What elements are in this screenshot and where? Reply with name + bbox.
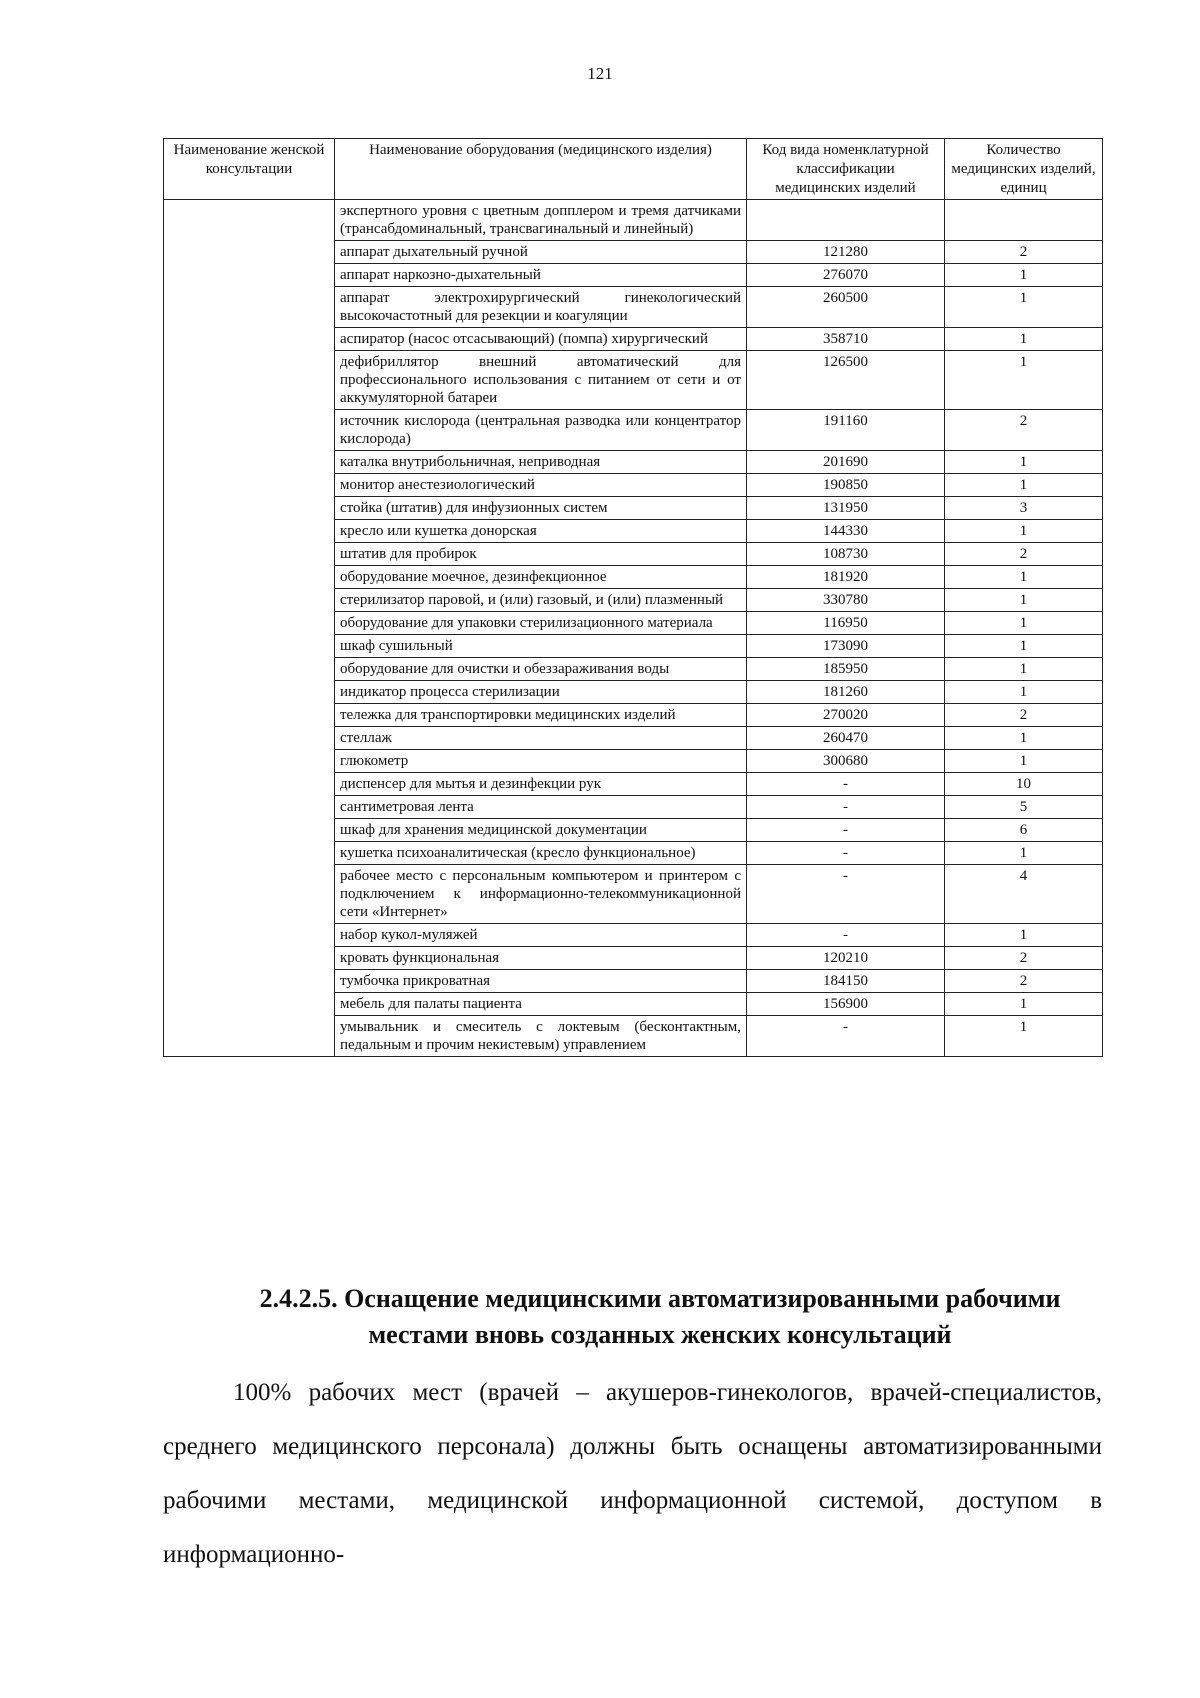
equipment-name-cell: сантиметровая лента — [335, 796, 747, 819]
quantity-cell: 2 — [945, 704, 1103, 727]
consultation-name-cell — [164, 200, 335, 1057]
nomenclature-code-cell: 260500 — [747, 287, 945, 328]
quantity-cell: 1 — [945, 993, 1103, 1016]
quantity-cell: 4 — [945, 865, 1103, 924]
equipment-name-cell: набор кукол-муляжей — [335, 924, 747, 947]
nomenclature-code-cell: - — [747, 796, 945, 819]
equipment-name-cell: глюкометр — [335, 750, 747, 773]
equipment-name-cell: каталка внутрибольничная, неприводная — [335, 451, 747, 474]
equipment-name-cell: диспенсер для мытья и дезинфекции рук — [335, 773, 747, 796]
nomenclature-code-cell: 181920 — [747, 566, 945, 589]
quantity-cell: 1 — [945, 635, 1103, 658]
equipment-name-cell: умывальник и смеситель с локтевым (бесконтактным, педальным и прочим некистевым) управлением — [335, 1016, 747, 1057]
nomenclature-code-cell: 131950 — [747, 497, 945, 520]
nomenclature-code-cell: 270020 — [747, 704, 945, 727]
nomenclature-code-cell: - — [747, 865, 945, 924]
quantity-cell: 1 — [945, 1016, 1103, 1057]
equipment-name-cell: тележка для транспортировки медицинских изделий — [335, 704, 747, 727]
nomenclature-code-cell: - — [747, 773, 945, 796]
nomenclature-code-cell: 120210 — [747, 947, 945, 970]
header-nomenclature-code: Код вида номенклатурной классификации медицинских изделий — [747, 139, 945, 200]
quantity-cell: 1 — [945, 287, 1103, 328]
quantity-cell: 1 — [945, 474, 1103, 497]
paragraph-text: 100% рабочих мест (врачей – акушеров-гинекологов, врачей-специалистов, среднего медицинского персонала) должны быть оснащены автоматизированными рабочими местами, медицинской информационной системой, доступом в информационно- — [163, 1379, 1102, 1568]
page-number: 121 — [587, 64, 613, 83]
nomenclature-code-cell: - — [747, 1016, 945, 1057]
quantity-cell: 1 — [945, 351, 1103, 410]
quantity-cell: 1 — [945, 566, 1103, 589]
nomenclature-code-cell: 116950 — [747, 612, 945, 635]
table-body — [164, 200, 1103, 1057]
equipment-name-cell: стеллаж — [335, 727, 747, 750]
equipment-name-cell: кровать функциональная — [335, 947, 747, 970]
equipment-name-cell: оборудование для очистки и обеззараживания воды — [335, 658, 747, 681]
equipment-name-cell: рабочее место с персональным компьютером и принтером с подключением к информационно-телекоммуникационной сети «Интернет» — [335, 865, 747, 924]
nomenclature-code-cell — [747, 200, 945, 241]
equipment-name-cell: кушетка психоаналитическая (кресло функциональное) — [335, 842, 747, 865]
nomenclature-code-cell: 108730 — [747, 543, 945, 566]
quantity-cell: 1 — [945, 658, 1103, 681]
nomenclature-code-cell: 191160 — [747, 410, 945, 451]
quantity-cell: 5 — [945, 796, 1103, 819]
table-header-row — [164, 139, 1103, 200]
equipment-name-cell: экспертного уровня с цветным допплером и тремя датчиками (трансабдоминальный, трансвагинальный и линейный) — [335, 200, 747, 241]
nomenclature-code-cell: 126500 — [747, 351, 945, 410]
nomenclature-code-cell: 201690 — [747, 451, 945, 474]
quantity-cell: 1 — [945, 924, 1103, 947]
quantity-cell: 1 — [945, 612, 1103, 635]
quantity-cell: 1 — [945, 520, 1103, 543]
nomenclature-code-cell: 260470 — [747, 727, 945, 750]
equipment-name-cell: оборудование для упаковки стерилизационного материала — [335, 612, 747, 635]
nomenclature-code-cell: 121280 — [747, 241, 945, 264]
nomenclature-code-cell: 358710 — [747, 328, 945, 351]
header-consultation-name: Наименование женской консультации — [164, 139, 335, 200]
equipment-name-cell: аппарат дыхательный ручной — [335, 241, 747, 264]
quantity-cell: 1 — [945, 451, 1103, 474]
quantity-cell: 2 — [945, 241, 1103, 264]
quantity-cell: 2 — [945, 410, 1103, 451]
quantity-cell: 1 — [945, 264, 1103, 287]
equipment-name-cell: аппарат наркозно-дыхательный — [335, 264, 747, 287]
equipment-name-cell: мебель для палаты пациента — [335, 993, 747, 1016]
equipment-name-cell: кресло или кушетка донорская — [335, 520, 747, 543]
quantity-cell: 10 — [945, 773, 1103, 796]
quantity-cell: 6 — [945, 819, 1103, 842]
quantity-cell: 1 — [945, 727, 1103, 750]
quantity-cell — [945, 200, 1103, 241]
quantity-cell: 2 — [945, 970, 1103, 993]
nomenclature-code-cell: - — [747, 819, 945, 842]
nomenclature-code-cell: 330780 — [747, 589, 945, 612]
quantity-cell: 1 — [945, 750, 1103, 773]
quantity-cell: 1 — [945, 328, 1103, 351]
quantity-cell: 3 — [945, 497, 1103, 520]
equipment-name-cell: индикатор процесса стерилизации — [335, 681, 747, 704]
table-row — [164, 200, 1103, 241]
section-heading: 2.4.2.5. Оснащение медицинскими автоматизированными рабочими местами вновь созданных женских консультаций — [259, 1284, 1061, 1349]
nomenclature-code-cell: 156900 — [747, 993, 945, 1016]
nomenclature-code-cell: 184150 — [747, 970, 945, 993]
equipment-name-cell: тумбочка прикроватная — [335, 970, 747, 993]
equipment-name-cell: источник кислорода (центральная разводка или концентратор кислорода) — [335, 410, 747, 451]
equipment-name-cell: оборудование моечное, дезинфекционное — [335, 566, 747, 589]
equipment-name-cell: шкаф для хранения медицинской документации — [335, 819, 747, 842]
equipment-name-cell: аспиратор (насос отсасывающий) (помпа) хирургический — [335, 328, 747, 351]
quantity-cell: 1 — [945, 842, 1103, 865]
nomenclature-code-cell: - — [747, 924, 945, 947]
nomenclature-code-cell: 300680 — [747, 750, 945, 773]
equipment-name-cell: шкаф сушильный — [335, 635, 747, 658]
nomenclature-code-cell: 190850 — [747, 474, 945, 497]
equipment-name-cell: монитор анестезиологический — [335, 474, 747, 497]
nomenclature-code-cell: 185950 — [747, 658, 945, 681]
quantity-cell: 1 — [945, 681, 1103, 704]
quantity-cell: 2 — [945, 543, 1103, 566]
nomenclature-code-cell: 276070 — [747, 264, 945, 287]
nomenclature-code-cell: - — [747, 842, 945, 865]
section-paragraph — [163, 1366, 1102, 1582]
equipment-table — [163, 138, 1103, 1057]
equipment-name-cell: стойка (штатив) для инфузионных систем — [335, 497, 747, 520]
nomenclature-code-cell: 144330 — [747, 520, 945, 543]
nomenclature-code-cell: 181260 — [747, 681, 945, 704]
quantity-cell: 2 — [945, 947, 1103, 970]
nomenclature-code-cell: 173090 — [747, 635, 945, 658]
equipment-name-cell: штатив для пробирок — [335, 543, 747, 566]
header-equipment-name: Наименование оборудования (медицинского изделия) — [335, 139, 747, 200]
quantity-cell: 1 — [945, 589, 1103, 612]
header-quantity: Количество медицинских изделий, единиц — [945, 139, 1103, 200]
equipment-name-cell: аппарат электрохирургический гинекологический высокочастотный для резекции и коагуляции — [335, 287, 747, 328]
equipment-name-cell: дефибриллятор внешний автоматический для профессионального использования с питанием от сети и от аккумуляторной батареи — [335, 351, 747, 410]
equipment-name-cell: стерилизатор паровой, и (или) газовый, и (или) плазменный — [335, 589, 747, 612]
